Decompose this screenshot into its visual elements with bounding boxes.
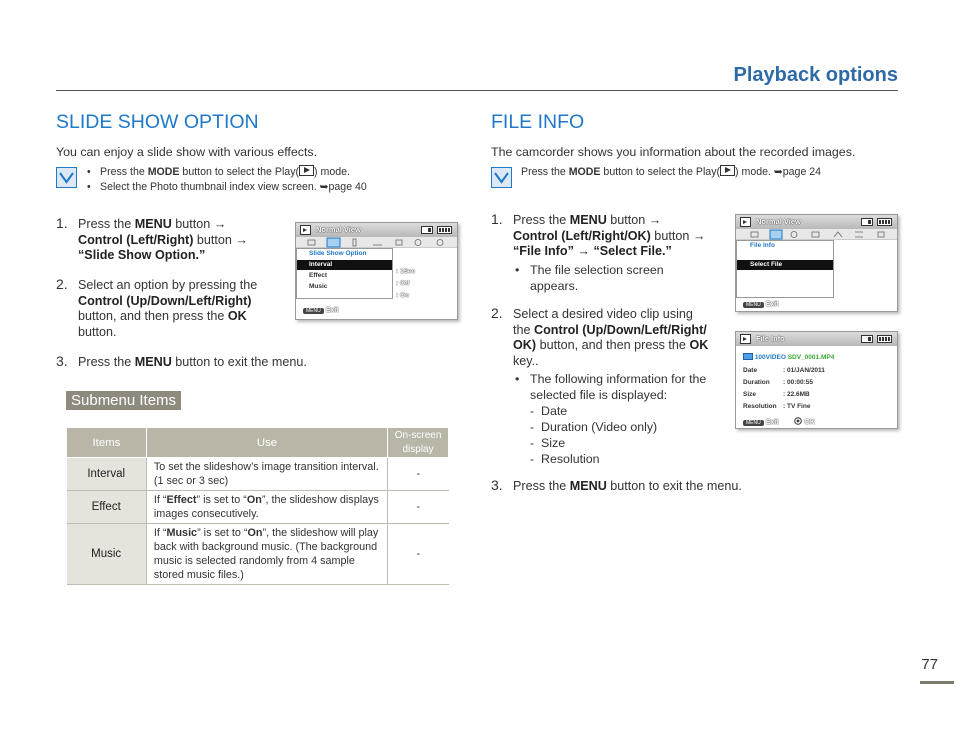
file-info-intro: The camcorder shows you information about the recorded images. [491, 145, 856, 159]
card-icon [861, 335, 873, 343]
camera-icon [740, 334, 751, 344]
info-sublist [515, 403, 735, 467]
list-item: - Duration (Video only) [530, 420, 658, 434]
header-rule [56, 90, 898, 91]
list-item: - Date [530, 404, 568, 418]
screen-title: Normal View [756, 217, 801, 226]
step-3: 3. Press the MENU button to exit the menu. [491, 477, 742, 493]
step-3: 3. Press the MENU button to exit the menu. [56, 353, 307, 369]
file-info-detail-screen [735, 331, 898, 429]
submenu-item-effect[interactable]: Effect [309, 272, 328, 279]
play-mode-icon [299, 165, 314, 176]
list-item: Resolution : TV Fine [743, 403, 811, 410]
card-icon [421, 226, 433, 234]
table-row: Music If “Music” is set to “On”, the slideshow will play back with background music. (The background music is selected randomly from 4 sample stored music files.) - [67, 524, 449, 585]
step-1-bullet: • The file selection screen appears. [515, 263, 664, 293]
screen-icon-strip [736, 229, 897, 240]
submenu-table [66, 427, 449, 585]
screen-footer [303, 307, 339, 314]
screen-footer [743, 301, 779, 308]
screen-title: Normal View [316, 225, 361, 234]
slide-show-notes [84, 165, 424, 195]
list-item: Date : 01/JAN/2011 [743, 367, 825, 374]
slide-show-intro: You can enjoy a slide show with various effects. [56, 145, 318, 159]
step-2-bullet: • The following information for the selected file is displayed: - Date - Duration (Video only) - Size - Resolution [515, 371, 735, 467]
step-2: 2. Select a desired video clip using the Control (Up/Down/Left/Right/ OK) button, and then press the OK key.. [491, 305, 709, 368]
menu-chip: MENU [743, 302, 764, 308]
card-icon [861, 218, 873, 226]
file-info-rows [743, 365, 825, 413]
page-number-rule [920, 681, 954, 684]
joystick-icon [794, 417, 802, 425]
folder-icon [743, 352, 753, 360]
step-1: 1. Press the MENU button → Control (Left/Right) button → “Slide Show Option.” [56, 215, 249, 262]
list-item: - Resolution [530, 452, 600, 466]
file-info-menu-panel: File Info Select File [736, 240, 834, 298]
page-header-title: Playback options [733, 64, 898, 86]
submenu-item-interval[interactable]: Interval [297, 260, 392, 270]
table-row: Interval To set the slideshow’s image transition interval. (1 sec or 3 sec) - [67, 458, 449, 491]
screen-exit[interactable]: Exit [325, 307, 339, 314]
submenu-items-badge: Submenu Items [66, 391, 181, 410]
screen-icon-strip [296, 237, 457, 248]
camera-icon [740, 217, 751, 227]
screen-exit[interactable]: Exit [765, 301, 779, 308]
menu-chip: MENU [303, 308, 324, 314]
submenu-panel: Slide Show Option Interval Effect Music [296, 248, 393, 299]
check-note-icon [491, 167, 512, 188]
col-items: Items [67, 428, 147, 458]
submenu-item-music[interactable]: Music [309, 283, 328, 290]
table-row: Effect If “Effect” is set to “On”, the slideshow displays images consecutively. - [67, 491, 449, 524]
camera-icon [300, 225, 311, 235]
screen-ok[interactable]: OK [804, 419, 815, 426]
list-item: - Size [530, 436, 566, 450]
col-use: Use [146, 428, 387, 458]
submenu-values: : 1Sec : Off : On [396, 268, 416, 299]
col-osd: On-screen display [388, 428, 449, 458]
screen-exit[interactable]: Exit [765, 419, 779, 426]
battery-icon [877, 218, 893, 226]
battery-icon [877, 335, 893, 343]
step-2: 2. Select an option by pressing the Control (Up/Down/Left/Right) button, and then press the OK button. [56, 276, 258, 339]
page-number: 77 [921, 656, 938, 673]
note-item: • Select the Photo thumbnail index view screen. ➥page 40 [84, 180, 424, 195]
file-path: 100VIDEO SDV_0001.MP4 [743, 352, 834, 361]
screen-footer [743, 417, 815, 426]
play-mode-icon [720, 165, 735, 176]
screen-title: File Info [756, 334, 785, 343]
slide-show-screen [295, 222, 458, 320]
file-info-note: Press the MODE button to select the Play( ) mode. ➥page 24 [521, 166, 822, 178]
file-info-title: FILE INFO [491, 111, 585, 133]
list-item: Size : 22.6MB [743, 391, 810, 398]
note-item: • Press the MODE button to select the Play( ) mode. [84, 165, 424, 180]
menu-chip: MENU [743, 420, 764, 426]
check-note-icon [56, 167, 77, 188]
file-info-menu-screen [735, 214, 898, 312]
step-1: 1. Press the MENU button → Control (Left/Right/OK) button → “File Info” → “Select File.” [491, 211, 706, 258]
slide-show-option-title: SLIDE SHOW OPTION [56, 111, 259, 133]
battery-icon [437, 226, 453, 234]
select-file-item[interactable]: Select File [737, 260, 833, 270]
list-item: Duration : 00:00:55 [743, 379, 813, 386]
